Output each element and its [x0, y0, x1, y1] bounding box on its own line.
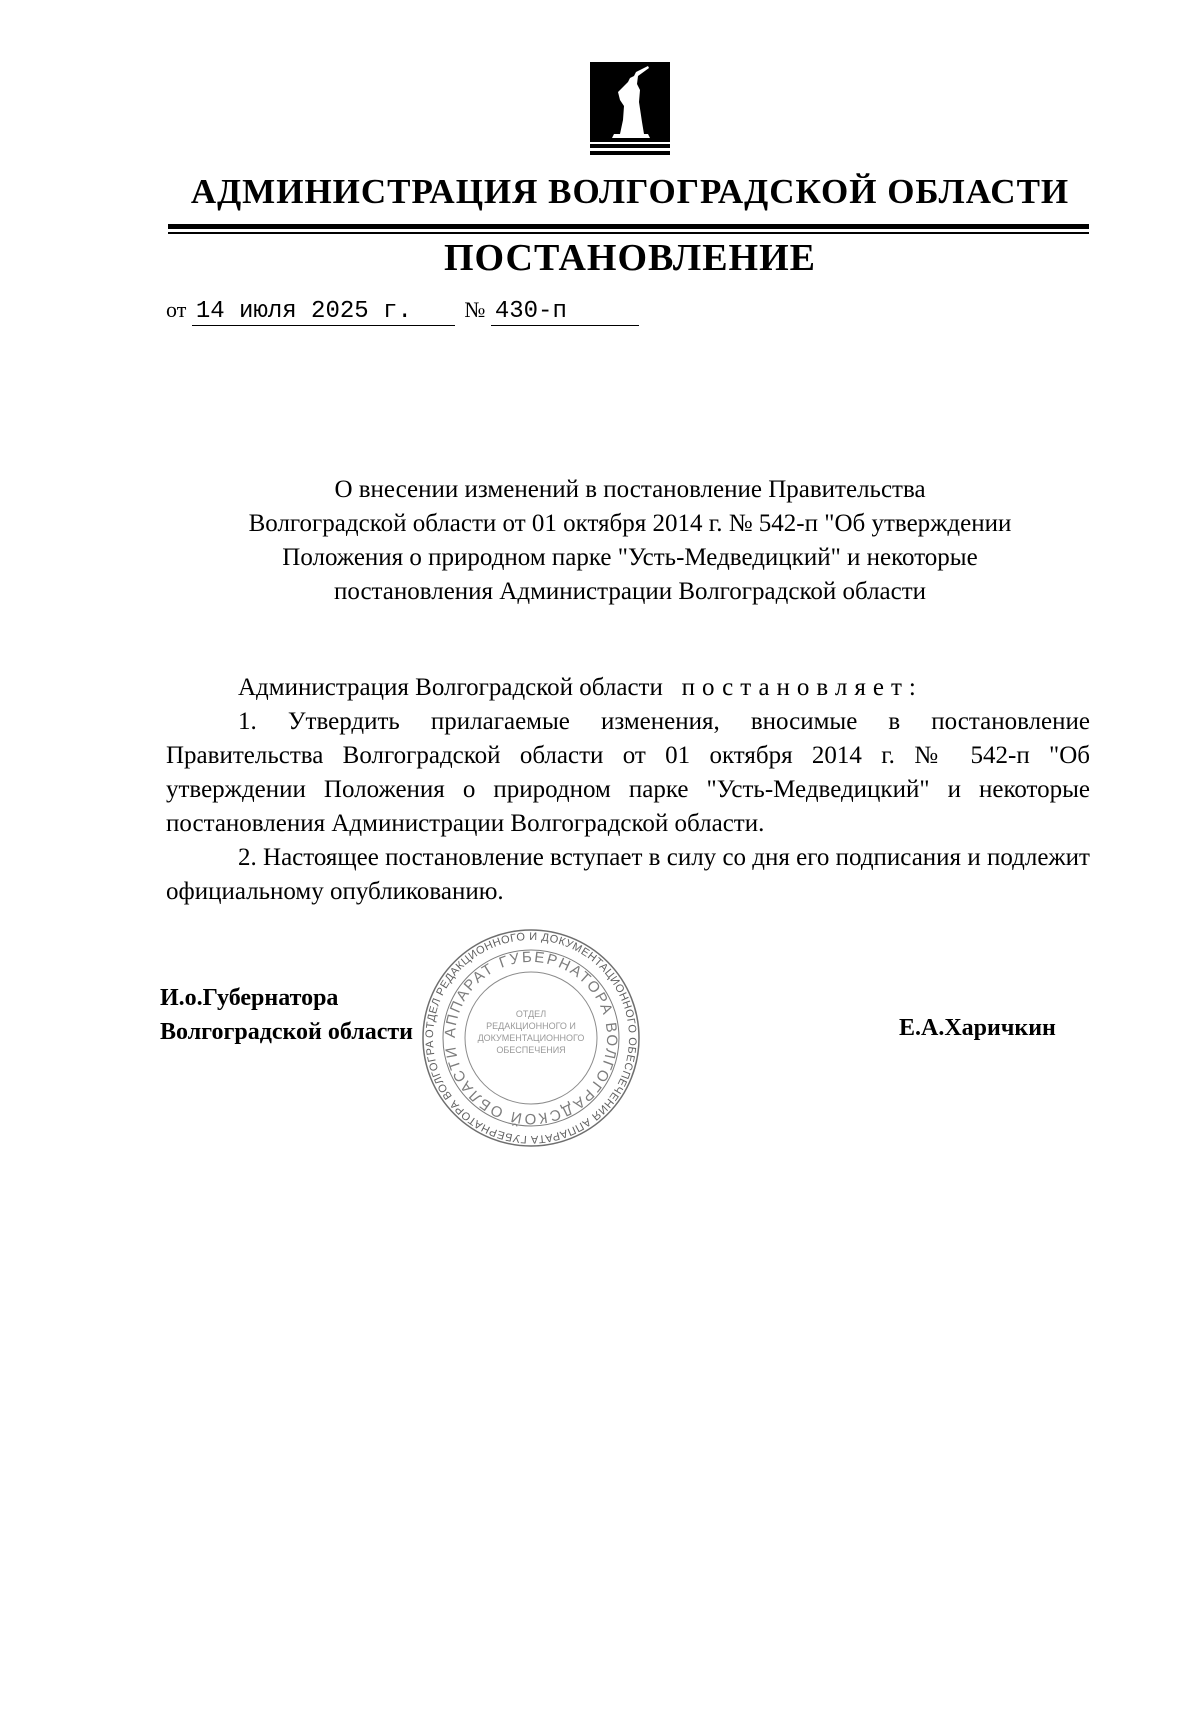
signatory-role	[160, 981, 413, 1049]
body-lead	[166, 671, 1090, 705]
header-rule-thick	[168, 224, 1089, 229]
header-rule-thin	[168, 232, 1089, 234]
heading-line: Положения о природном парке "Усть-Медведицкий" и некоторые	[282, 544, 978, 571]
body-item-2: 2. Настоящее постановление вступает в силу со дня его подписания и подлежит официальному опубликованию.	[166, 844, 1090, 905]
heading-line: О внесении изменений в постановление Правительства	[334, 476, 926, 503]
document-heading	[150, 473, 1110, 609]
document-type-title: ПОСТАНОВЛЕНИЕ	[443, 237, 817, 279]
number-label: №	[464, 297, 486, 322]
body-item-1: 1. Утвердить прилагаемые изменения, вносимые в постановление Правительства Волгоградской области от 01 октября 2014 г. № 542-п "Об утверждении Положения о природном парке "Усть-Медведицкий" и некоторые постановления Администрации Волгоградской области.	[166, 708, 1090, 837]
document-number: 430-п	[491, 298, 639, 326]
official-seal	[416, 928, 646, 1148]
emblem-logo	[590, 62, 670, 156]
lead-subject: Администрация Волгоградской области	[238, 674, 663, 701]
organization-title: АДМИНИСТРАЦИЯ ВОЛГОГРАДСКОЙ ОБЛАСТИ	[190, 172, 1070, 211]
date-from-label: от	[166, 297, 187, 322]
heading-line: постановления Администрации Волгоградской области	[333, 578, 927, 605]
document-date: 14 июля 2025 г.	[192, 298, 455, 326]
lead-verb: постановляет:	[681, 674, 923, 701]
seal-center-text: ОТДЕЛ РЕДАКЦИОННОГО И ДОКУМЕНТАЦИОННОГО ОБЕСПЕЧЕНИЯ	[477, 1009, 585, 1055]
seal-ring-text: АППАРАТ ГУБЕРНАТОРА ВОЛГОГРАДСКОЙ ОБЛАСТИ	[441, 948, 621, 1128]
signatory-role-line2: Волгоградской области	[160, 1019, 413, 1045]
heading-line: Волгоградской области от 01 октября 2014 г. № 542-п "Об утверждении	[248, 510, 1012, 537]
date-number-line	[166, 297, 639, 326]
seal-outer-text: ОТДЕЛ РЕДАКЦИОННОГО И ДОКУМЕНТАЦИОННОГО ОБЕСПЕЧЕНИЯ АППАРАТА ГУБЕРНАТОРА ВОЛГОГРА	[423, 930, 639, 1146]
document-body	[166, 671, 1090, 909]
signatory-role-line1: И.о.Губернатора	[160, 985, 339, 1011]
signatory-name: Е.А.Харичкин	[899, 1015, 1056, 1041]
